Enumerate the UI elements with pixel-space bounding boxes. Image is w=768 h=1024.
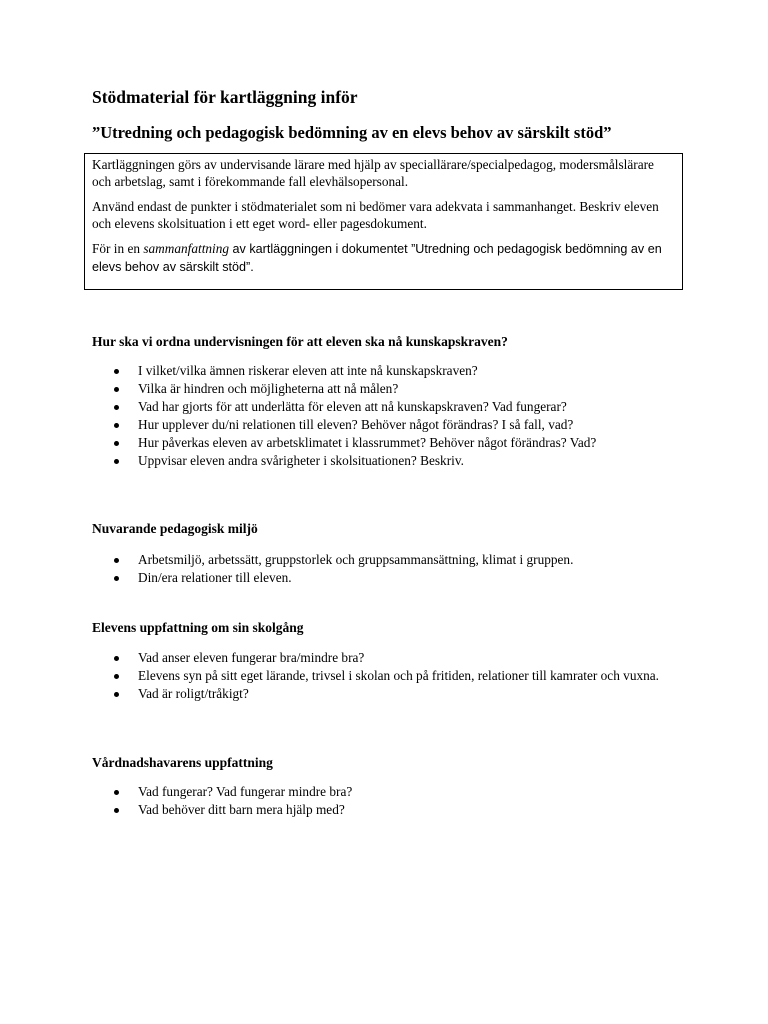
list-item bbox=[110, 362, 670, 380]
section-heading-environment: Nuvarande pedagogisk miljö bbox=[92, 521, 258, 536]
list-item-text: Uppvisar eleven andra svårigheter i skolsituationen? Beskriv. bbox=[138, 453, 464, 468]
section-list-teaching bbox=[110, 362, 670, 470]
list-item bbox=[110, 685, 670, 703]
bullet-icon bbox=[114, 656, 119, 661]
bullet-icon bbox=[114, 405, 119, 410]
list-item bbox=[110, 452, 670, 470]
list-item-text: Arbetsmiljö, arbetssätt, gruppstorlek och gruppsammansättning, klimat i gruppen. bbox=[138, 552, 574, 567]
section-heading-student-view: Elevens uppfattning om sin skolgång bbox=[92, 620, 304, 635]
list-item bbox=[110, 649, 670, 667]
document-subtitle: ”Utredning och pedagogisk bedömning av en elevs behov av särskilt stöd” bbox=[92, 123, 612, 142]
list-item bbox=[110, 783, 670, 801]
instruction-paragraph-3-prefix: För in en bbox=[92, 241, 144, 256]
list-item bbox=[110, 801, 670, 819]
list-item-text: Din/era relationer till eleven. bbox=[138, 570, 292, 585]
bullet-icon bbox=[114, 790, 119, 795]
bullet-icon bbox=[114, 441, 119, 446]
section-heading-guardian-view: Vårdnadshavarens uppfattning bbox=[92, 755, 273, 770]
instruction-paragraph-3-suffix: av kartläggningen i dokumentet ”Utredning och pedagogisk bedömning av en elevs behov av särskilt stöd”. bbox=[92, 242, 662, 274]
instruction-paragraph-2: Använd endast de punkter i stödmaterialet som ni bedömer vara adekvata i sammanhanget. Beskriv eleven och elevens skolsituation i ett eget word- eller pagesdokument. bbox=[92, 199, 659, 231]
instruction-paragraph-1: Kartläggningen görs av undervisande lärare med hjälp av speciallärare/specialpedagog, modersmålslärare och arbetslag, samt i förekommande fall elevhälsopersonal. bbox=[92, 157, 654, 189]
list-item-text: Hur upplever du/ni relationen till eleven? Behöver något förändras? I så fall, vad? bbox=[138, 417, 574, 432]
bullet-icon bbox=[114, 423, 119, 428]
list-item-text: I vilket/vilka ämnen riskerar eleven att inte nå kunskapskraven? bbox=[138, 363, 478, 378]
bullet-icon bbox=[114, 558, 119, 563]
bullet-icon bbox=[114, 692, 119, 697]
bullet-icon bbox=[114, 369, 119, 374]
bullet-icon bbox=[114, 387, 119, 392]
list-item bbox=[110, 380, 670, 398]
list-item-text: Vilka är hindren och möjligheterna att nå målen? bbox=[138, 381, 399, 396]
bullet-icon bbox=[114, 576, 119, 581]
list-item-text: Vad anser eleven fungerar bra/mindre bra? bbox=[138, 650, 365, 665]
list-item bbox=[110, 667, 670, 685]
instruction-paragraph-3 bbox=[92, 240, 675, 276]
bullet-icon bbox=[114, 674, 119, 679]
document-title: Stödmaterial för kartläggning inför bbox=[92, 87, 358, 107]
list-item-text: Vad behöver ditt barn mera hjälp med? bbox=[138, 802, 345, 817]
list-item-text: Vad har gjorts för att underlätta för eleven att nå kunskapskraven? Vad fungerar? bbox=[138, 399, 567, 414]
list-item-text: Vad fungerar? Vad fungerar mindre bra? bbox=[138, 784, 353, 799]
list-item bbox=[110, 398, 670, 416]
list-item bbox=[110, 416, 670, 434]
list-item-text: Vad är roligt/tråkigt? bbox=[138, 686, 249, 701]
list-item bbox=[110, 551, 670, 569]
list-item bbox=[110, 434, 670, 452]
list-item-text: Hur påverkas eleven av arbetsklimatet i klassrummet? Behöver något förändras? Vad? bbox=[138, 435, 597, 450]
section-list-student-view bbox=[110, 649, 670, 703]
list-item-text: Elevens syn på sitt eget lärande, trivsel i skolan och på fritiden, relationer till kamrater och vuxna. bbox=[138, 668, 659, 683]
section-heading-teaching: Hur ska vi ordna undervisningen för att eleven ska nå kunskapskraven? bbox=[92, 334, 508, 349]
instruction-emphasis: sammanfattning bbox=[143, 241, 230, 256]
bullet-icon bbox=[114, 459, 119, 464]
section-list-environment bbox=[110, 551, 670, 587]
instruction-box bbox=[84, 153, 683, 290]
bullet-icon bbox=[114, 808, 119, 813]
section-list-guardian-view bbox=[110, 783, 670, 819]
list-item bbox=[110, 569, 670, 587]
